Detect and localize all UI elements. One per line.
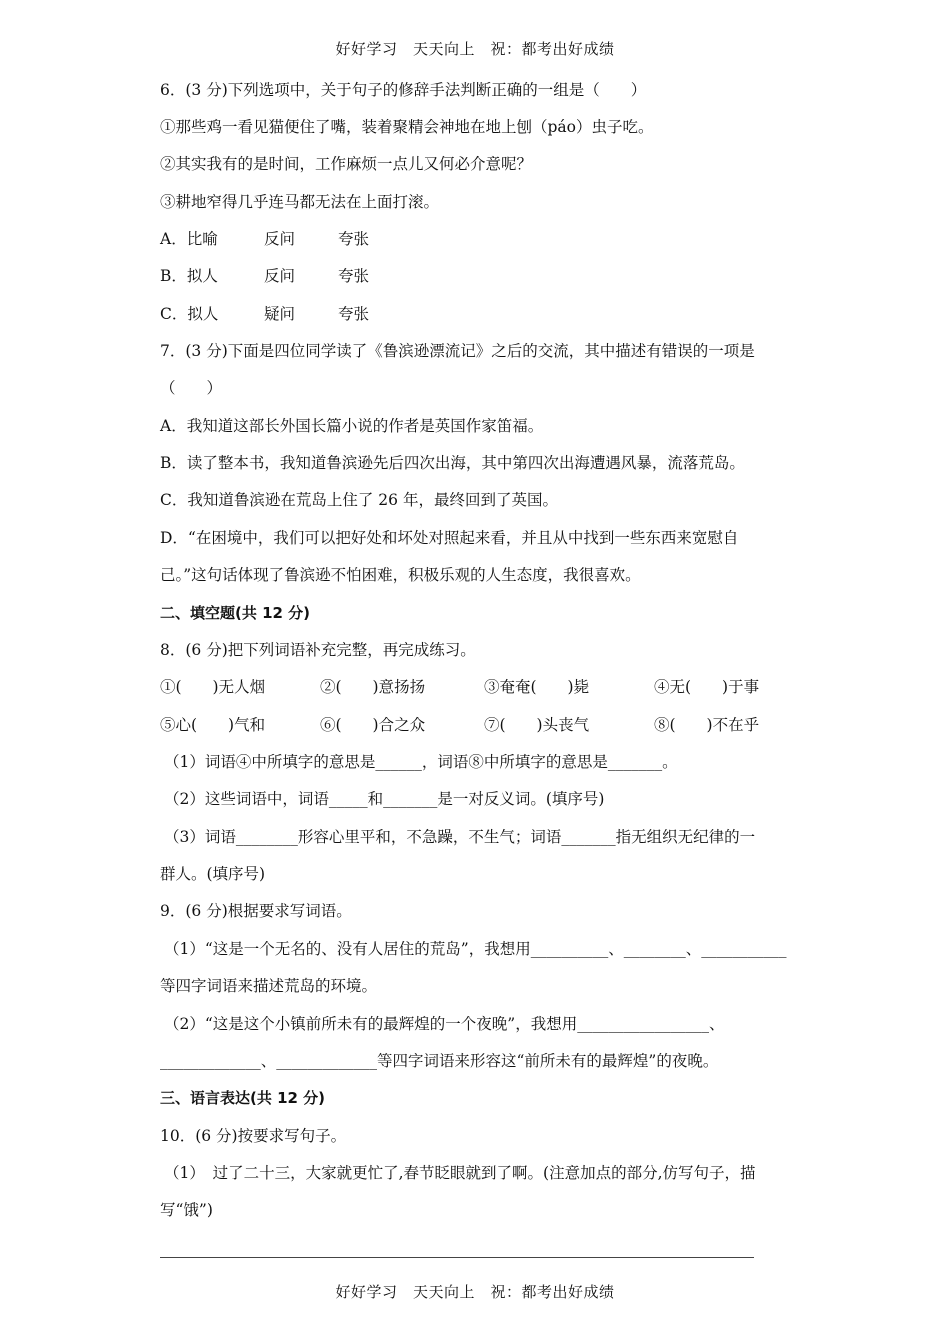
q7-stem-line2: （ ） <box>160 379 223 397</box>
q10-part-1-line1: （1） 过了二十三，大家就更忙了,春节眨眼就到了啊。(注意加点的部分,仿写句子，描 <box>164 1164 756 1182</box>
q9-part-1-line1: （1）“这是一个无名的、没有人居住的荒岛”，我想用__________、________、___________ <box>164 940 787 958</box>
q6-option-b-3: 夸张 <box>338 267 370 285</box>
q6-sentence-3: ③耕地窄得几乎连马都无法在上面打滚。 <box>160 193 440 211</box>
q10-stem: 10．(6 分)按要求写句子。 <box>160 1127 347 1145</box>
q8-part-3-line2: 群人。(填序号) <box>160 865 266 883</box>
q8-word-3: ③奄奄( )毙 <box>484 678 590 696</box>
q8-word-5: ⑤心( )气和 <box>160 716 266 734</box>
q7-option-c: C．我知道鲁滨逊在荒岛上住了 26 年，最终回到了英国。 <box>160 491 558 509</box>
q6-option-c-2: 疑问 <box>264 305 296 323</box>
q8-word-2: ②( )意扬扬 <box>320 678 426 696</box>
q8-word-7: ⑦( )头丧气 <box>484 716 590 734</box>
section-3-title: 三、语言表达(共 12 分) <box>160 1089 326 1107</box>
q6-sentence-1: ①那些鸡一看见猫便住了嘴，装着聚精会神地在地上刨（páo）虫子吃。 <box>160 118 654 136</box>
q8-word-row-1 <box>160 677 774 697</box>
q6-option-b <box>160 266 369 286</box>
q6-option-b-1: B．拟人 <box>160 267 218 285</box>
q8-word-row-2 <box>160 715 774 735</box>
q6-option-a <box>160 229 369 249</box>
q9-part-2-line1: （2）“这是这个小镇前所未有的最辉煌的一个夜晚”，我想用_________________、 <box>164 1015 725 1033</box>
q9-part-2-line2: _____________、_____________等四字词语来形容这“前所未有的最辉煌”的夜晚。 <box>160 1052 719 1070</box>
page-footer: 好好学习 天天向上 祝：都考出好成绩 <box>335 1283 615 1301</box>
q8-word-8: ⑧( )不在乎 <box>654 716 760 734</box>
section-2-title: 二、填空题(共 12 分) <box>160 604 311 622</box>
q6-option-a-3: 夸张 <box>338 230 370 248</box>
q8-part-1: （1）词语④中所填字的意思是______，词语⑧中所填字的意思是_______。 <box>164 753 678 771</box>
q7-option-d-line1: D．“在困境中，我们可以把好处和坏处对照起来看，并且从中找到一些东西来宽慰自 <box>160 529 739 547</box>
q6-option-a-2: 反问 <box>264 230 296 248</box>
q9-part-1-line2: 等四字词语来描述荒岛的环境。 <box>160 977 378 995</box>
q8-stem: 8．(6 分)把下列词语补充完整，再完成练习。 <box>160 641 476 659</box>
q6-option-c-3: 夸张 <box>338 305 370 323</box>
q6-option-c-1: C．拟人 <box>160 305 219 323</box>
q8-word-6: ⑥( )合之众 <box>320 716 426 734</box>
q10-part-1-line2: 写“饿”) <box>160 1201 213 1219</box>
q8-part-3-line1: （3）词语________形容心里平和，不急躁，不生气；词语_______指无组织无纪律的一 <box>164 828 756 846</box>
q7-option-a: A．我知道这部长外国长篇小说的作者是英国作家笛福。 <box>160 417 544 435</box>
q6-sentence-2: ②其实我有的是时间，工作麻烦一点儿又何必介意呢？ <box>160 155 533 173</box>
q9-stem: 9．(6 分)根据要求写词语。 <box>160 902 352 920</box>
q7-option-d-line2: 己。”这句话体现了鲁滨逊不怕困难，积极乐观的人生态度，我很喜欢。 <box>160 566 641 584</box>
q8-part-2: （2）这些词语中，词语_____和_______是一对反义词。(填序号) <box>164 790 605 808</box>
q6-option-b-2: 反问 <box>264 267 296 285</box>
page-header: 好好学习 天天向上 祝：都考出好成绩 <box>335 40 615 58</box>
q6-option-a-1: A．比喻 <box>160 230 218 248</box>
q6-stem: 6．(3 分)下列选项中，关于句子的修辞手法判断正确的一组是（ ） <box>160 81 647 99</box>
answer-line[interactable] <box>160 1257 754 1258</box>
q8-word-4: ④无( )于事 <box>654 678 760 696</box>
q7-option-b: B．读了整本书，我知道鲁滨逊先后四次出海，其中第四次出海遭遇风暴，流落荒岛。 <box>160 454 745 472</box>
q6-option-c <box>160 304 369 324</box>
q8-word-1: ①( )无人烟 <box>160 678 266 696</box>
q7-stem-line1: 7．(3 分)下面是四位同学读了《鲁滨逊漂流记》之后的交流，其中描述有错误的一项是 <box>160 342 755 360</box>
